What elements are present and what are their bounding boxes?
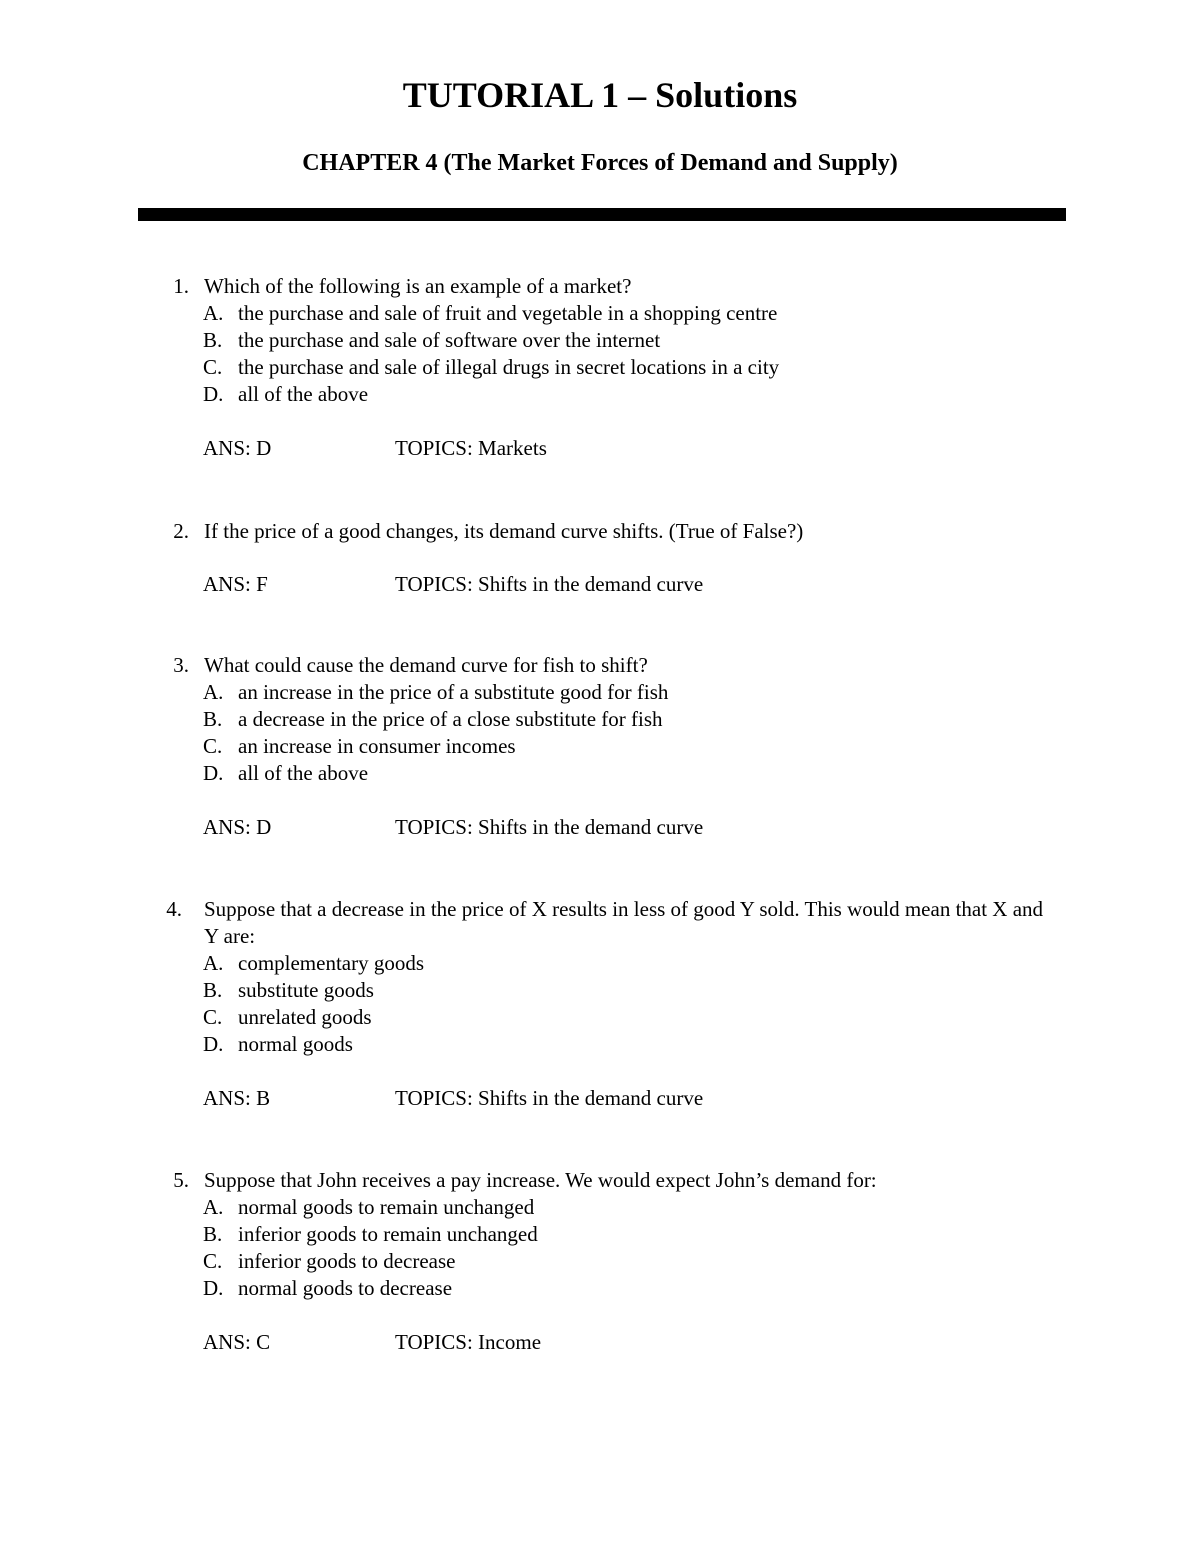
answer-label: ANS: D	[203, 815, 272, 839]
option-text: inferior goods to decrease	[238, 1249, 456, 1273]
option-text: an increase in consumer incomes	[238, 734, 516, 758]
option-letter: A.	[203, 951, 224, 975]
option-letter: C.	[203, 1249, 223, 1273]
topic-label: TOPICS: Shifts in the demand curve	[395, 815, 704, 839]
option-text: the purchase and sale of software over the internet	[238, 328, 661, 352]
option-letter: D.	[203, 382, 224, 406]
option-letter: C.	[203, 1005, 223, 1029]
option-letter: C.	[203, 355, 223, 379]
answer-label: ANS: B	[203, 1086, 271, 1110]
option-letter: C.	[203, 734, 223, 758]
option-text: all of the above	[238, 382, 369, 406]
option-letter: D.	[203, 1032, 224, 1056]
option-text: unrelated goods	[238, 1005, 372, 1029]
question-text: Which of the following is an example of a market?	[204, 274, 632, 298]
option-text: normal goods	[238, 1032, 353, 1056]
option-text: substitute goods	[238, 978, 374, 1002]
topic-label: TOPICS: Shifts in the demand curve	[395, 1086, 704, 1110]
answer-label: ANS: F	[203, 572, 268, 596]
option-letter: B.	[203, 328, 223, 352]
option-letter: B.	[203, 707, 223, 731]
option-text: normal goods to decrease	[238, 1276, 453, 1300]
horizontal-divider	[138, 208, 1066, 221]
topic-label: TOPICS: Shifts in the demand curve	[395, 572, 704, 596]
question-number: 3.	[173, 653, 189, 677]
option-letter: A.	[203, 680, 224, 704]
question-text: Suppose that John receives a pay increase. We would expect John’s demand for:	[204, 1168, 877, 1192]
page-title: TUTORIAL 1 – Solutions	[402, 75, 798, 115]
topic-label: TOPICS: Income	[395, 1330, 542, 1354]
option-letter: D.	[203, 1276, 224, 1300]
option-text: a decrease in the price of a close substitute for fish	[238, 707, 663, 731]
option-text: an increase in the price of a substitute good for fish	[238, 680, 669, 704]
option-letter: B.	[203, 1222, 223, 1246]
option-text: complementary goods	[238, 951, 425, 975]
question-number: 2.	[173, 519, 189, 543]
option-letter: A.	[203, 1195, 224, 1219]
chapter-subtitle: CHAPTER 4 (The Market Forces of Demand and Supply)	[302, 150, 898, 176]
answer-label: ANS: C	[203, 1330, 271, 1354]
answer-label: ANS: D	[203, 436, 272, 460]
option-text: the purchase and sale of fruit and vegetable in a shopping centre	[238, 301, 778, 325]
option-letter: B.	[203, 978, 223, 1002]
option-text: all of the above	[238, 761, 369, 785]
question-number: 4.	[166, 897, 182, 921]
question-number: 5.	[173, 1168, 189, 1192]
option-text: normal goods to remain unchanged	[238, 1195, 535, 1219]
option-letter: D.	[203, 761, 224, 785]
question-text: If the price of a good changes, its demand curve shifts. (True of False?)	[204, 519, 804, 543]
topic-label: TOPICS: Markets	[395, 436, 547, 460]
question-number: 1.	[173, 274, 189, 298]
option-letter: A.	[203, 301, 224, 325]
question-text: Suppose that a decrease in the price of X results in less of good Y sold. This would mean that X and Y are:	[204, 897, 1044, 948]
question-text: What could cause the demand curve for fish to shift?	[204, 653, 648, 677]
option-text: inferior goods to remain unchanged	[238, 1222, 538, 1246]
option-text: the purchase and sale of illegal drugs in secret locations in a city	[238, 355, 780, 379]
